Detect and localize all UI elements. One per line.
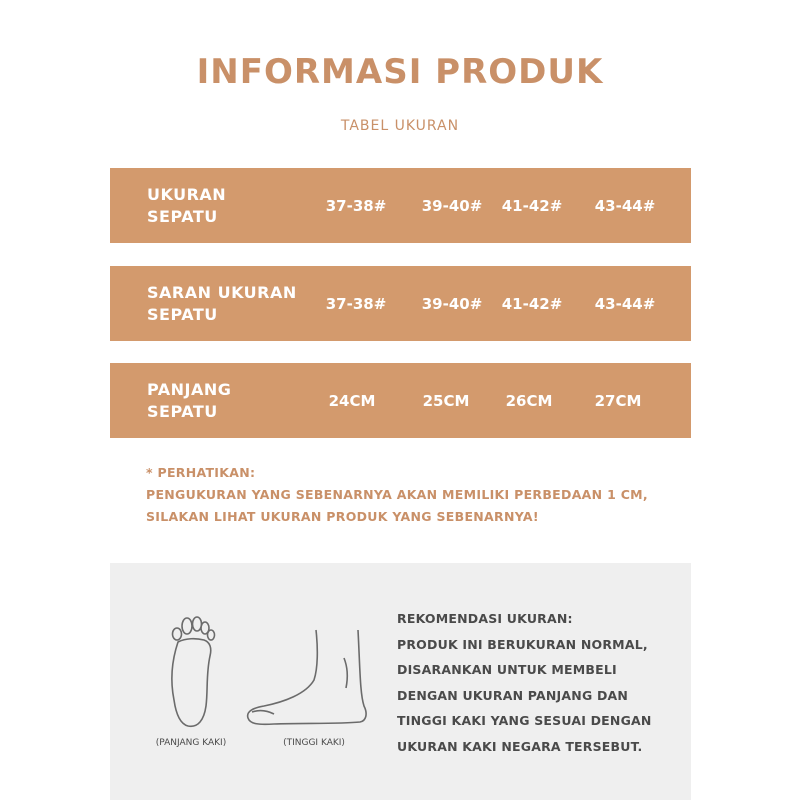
row-label [147, 282, 307, 326]
length-cell: 25CM [422, 391, 470, 410]
size-cell: 41-42# [501, 294, 563, 313]
recommendation-line: TINGGI KAKI YANG SESUAI DENGAN [397, 713, 652, 728]
size-cell: 39-40# [421, 294, 483, 313]
recommendation-line: DENGAN UKURAN PANJANG DAN [397, 687, 629, 703]
length-cell: 27CM [594, 391, 642, 410]
size-cell: 43-44# [594, 294, 656, 313]
row-label-line: SEPATU [147, 206, 218, 226]
size-cell: 39-40# [421, 196, 483, 215]
size-row-panjang-sepatu [110, 363, 691, 438]
foot-side-icon [244, 628, 370, 728]
recommendation-heading: REKOMENDASI UKURAN: [397, 611, 573, 626]
page-subtitle: TABEL UKURAN [340, 118, 460, 134]
recommendation-line: PRODUK INI BERUKURAN NORMAL, [397, 636, 648, 652]
size-row-ukuran-sepatu [110, 168, 691, 243]
note-heading: * PERHATIKAN: [146, 465, 256, 480]
caption-foot-height: (TINGGI KAKI) [283, 738, 345, 748]
length-cell: 26CM [505, 391, 553, 410]
recommendation-text [397, 606, 652, 759]
note-line: SILAKAN LIHAT UKURAN PRODUK YANG SEBENARNYA! [146, 509, 539, 524]
note-line: PENGUKURAN YANG SEBENARNYA AKAN MEMILIKI PERBEDAAN 1 CM, [146, 487, 648, 502]
caption-foot-length: (PANJANG KAKI) [155, 738, 227, 748]
length-cell: 24CM [328, 391, 376, 410]
size-cell: 37-38# [325, 294, 387, 313]
size-cell: 37-38# [325, 196, 387, 215]
row-label-line: SEPATU [147, 401, 218, 421]
row-label [147, 379, 307, 423]
size-row-saran-ukuran [110, 266, 691, 341]
row-label-line: SARAN UKURAN [147, 282, 297, 302]
row-label-line: SEPATU [147, 304, 218, 324]
size-cell: 43-44# [594, 196, 656, 215]
row-label [147, 184, 307, 228]
row-label-line: UKURAN [147, 184, 227, 204]
size-cell: 41-42# [501, 196, 563, 215]
attention-note [146, 462, 648, 528]
recommendation-line: DISARANKAN UNTUK MEMBELI [397, 662, 617, 677]
foot-sole-icon [162, 610, 222, 730]
row-label-line: PANJANG [147, 379, 232, 399]
page-title: INFORMASI PRODUK [196, 52, 604, 92]
recommendation-line: UKURAN KAKI NEGARA TERSEBUT. [397, 738, 643, 754]
